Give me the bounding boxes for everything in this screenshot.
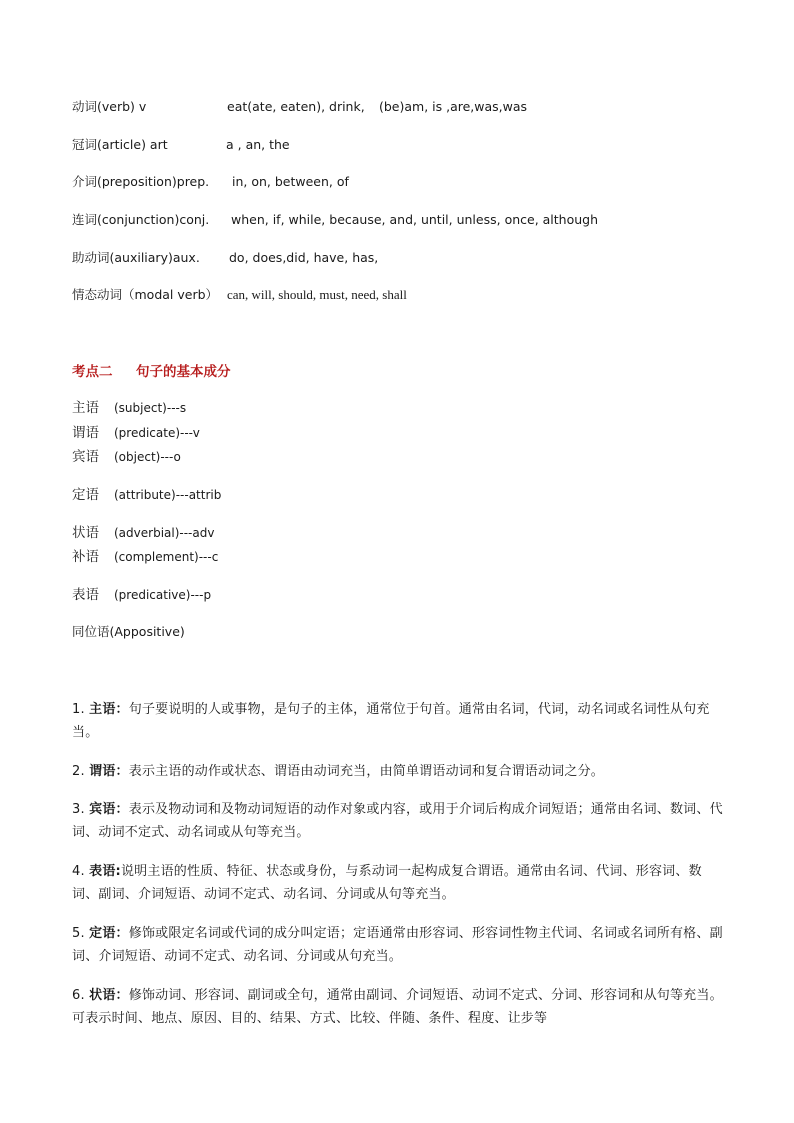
definition-number: 2. — [72, 764, 85, 779]
pos-label: 冠词(article) art — [72, 137, 168, 152]
component-zh: 补语 — [72, 549, 99, 565]
definition-term: 主语： — [89, 702, 129, 717]
component-zh: 定语 — [72, 487, 99, 503]
pos-examples: do, does,did, have, has, — [229, 250, 379, 265]
definition-term: 宾语： — [89, 802, 129, 817]
pos-label: 连词(conjunction)conj. — [72, 212, 210, 227]
component-zh: 谓语 — [72, 425, 99, 441]
component-zh: 表语 — [72, 587, 99, 603]
component-en: (predicative)---p — [114, 588, 212, 602]
definition-number: 1. — [72, 702, 85, 717]
definition-item — [72, 698, 726, 744]
definition-text: 说明主语的性质、特征、状态或身份，与系动词一起构成复合谓语。通常由名词、代词、形容词、数词、副词、介词短语、动词不定式、动名词、分词或从句等充当。 — [72, 864, 702, 902]
pos-examples-extra: (be)am, is ,are,was,was — [379, 99, 528, 114]
definition-number: 6. — [72, 988, 85, 1003]
section-number: 考点二 — [72, 364, 113, 380]
definition-term: 状语： — [89, 988, 129, 1003]
component-zh: 同位语(Appositive) — [72, 624, 185, 639]
definition-term: 定语： — [89, 926, 129, 941]
definition-text: 句子要说明的人或事物，是句子的主体，通常位于句首。通常由名词，代词，动名词或名词性从句充当。 — [72, 702, 710, 740]
component-en: (attribute)---attrib — [114, 488, 222, 502]
definition-text: 修饰动词、形容词、副词或全句，通常由副词、介词短语、动词不定式、分词、形容词和从句等充当。可表示时间、地点、原因、目的、结果、方式、比较、伴随、条件、程度、让步等 — [72, 988, 723, 1026]
definition-item — [72, 860, 726, 906]
definition-text: 表示主语的动作或状态、谓语由动词充当，由简单谓语动词和复合谓语动词之分。 — [128, 764, 604, 779]
component-en: (predicate)---v — [114, 426, 200, 440]
pos-label: 情态动词（modal verb） — [72, 287, 219, 302]
definition-item — [72, 922, 726, 968]
pos-examples: a , an, the — [226, 137, 290, 152]
pos-label: 介词(preposition)prep. — [72, 174, 210, 189]
definition-number: 5. — [72, 926, 85, 941]
pos-examples: in, on, between, of — [232, 174, 349, 189]
definition-item — [72, 798, 726, 844]
section-title: 句子的基本成分 — [136, 364, 231, 380]
component-zh: 宾语 — [72, 449, 99, 465]
definition-term: 谓语： — [89, 764, 129, 779]
component-en: (complement)---c — [114, 550, 219, 564]
definition-text: 表示及物动词和及物动词短语的动作对象或内容，或用于介词后构成介词短语；通常由名词、数词、代词、动词不定式、动名词或从句等充当。 — [72, 802, 723, 840]
component-en: (adverbial)---adv — [114, 526, 215, 540]
pos-examples: eat(ate, eaten), drink, — [227, 99, 365, 114]
definition-text: 修饰或限定名词或代词的成分叫定语；定语通常由形容词、形容词性物主代词、名词或名词所有格、副词、介词短语、动词不定式、动名词、分词或从句充当。 — [72, 926, 723, 964]
pos-label: 动词(verb) v — [72, 99, 147, 114]
component-en: (object)---o — [114, 450, 181, 464]
definition-number: 4. — [72, 864, 85, 879]
component-zh: 主语 — [72, 400, 99, 416]
component-en: (subject)---s — [114, 401, 187, 415]
definition-number: 3. — [72, 802, 85, 817]
pos-label: 助动词(auxiliary)aux. — [72, 250, 200, 265]
definition-item — [72, 984, 726, 1030]
pos-examples: can, will, should, must, need, shall — [227, 287, 407, 302]
component-zh: 状语 — [72, 525, 99, 541]
definition-term: 表语: — [89, 864, 121, 879]
definition-item — [72, 760, 726, 783]
pos-examples: when, if, while, because, and, until, unless, once, although — [231, 212, 599, 227]
